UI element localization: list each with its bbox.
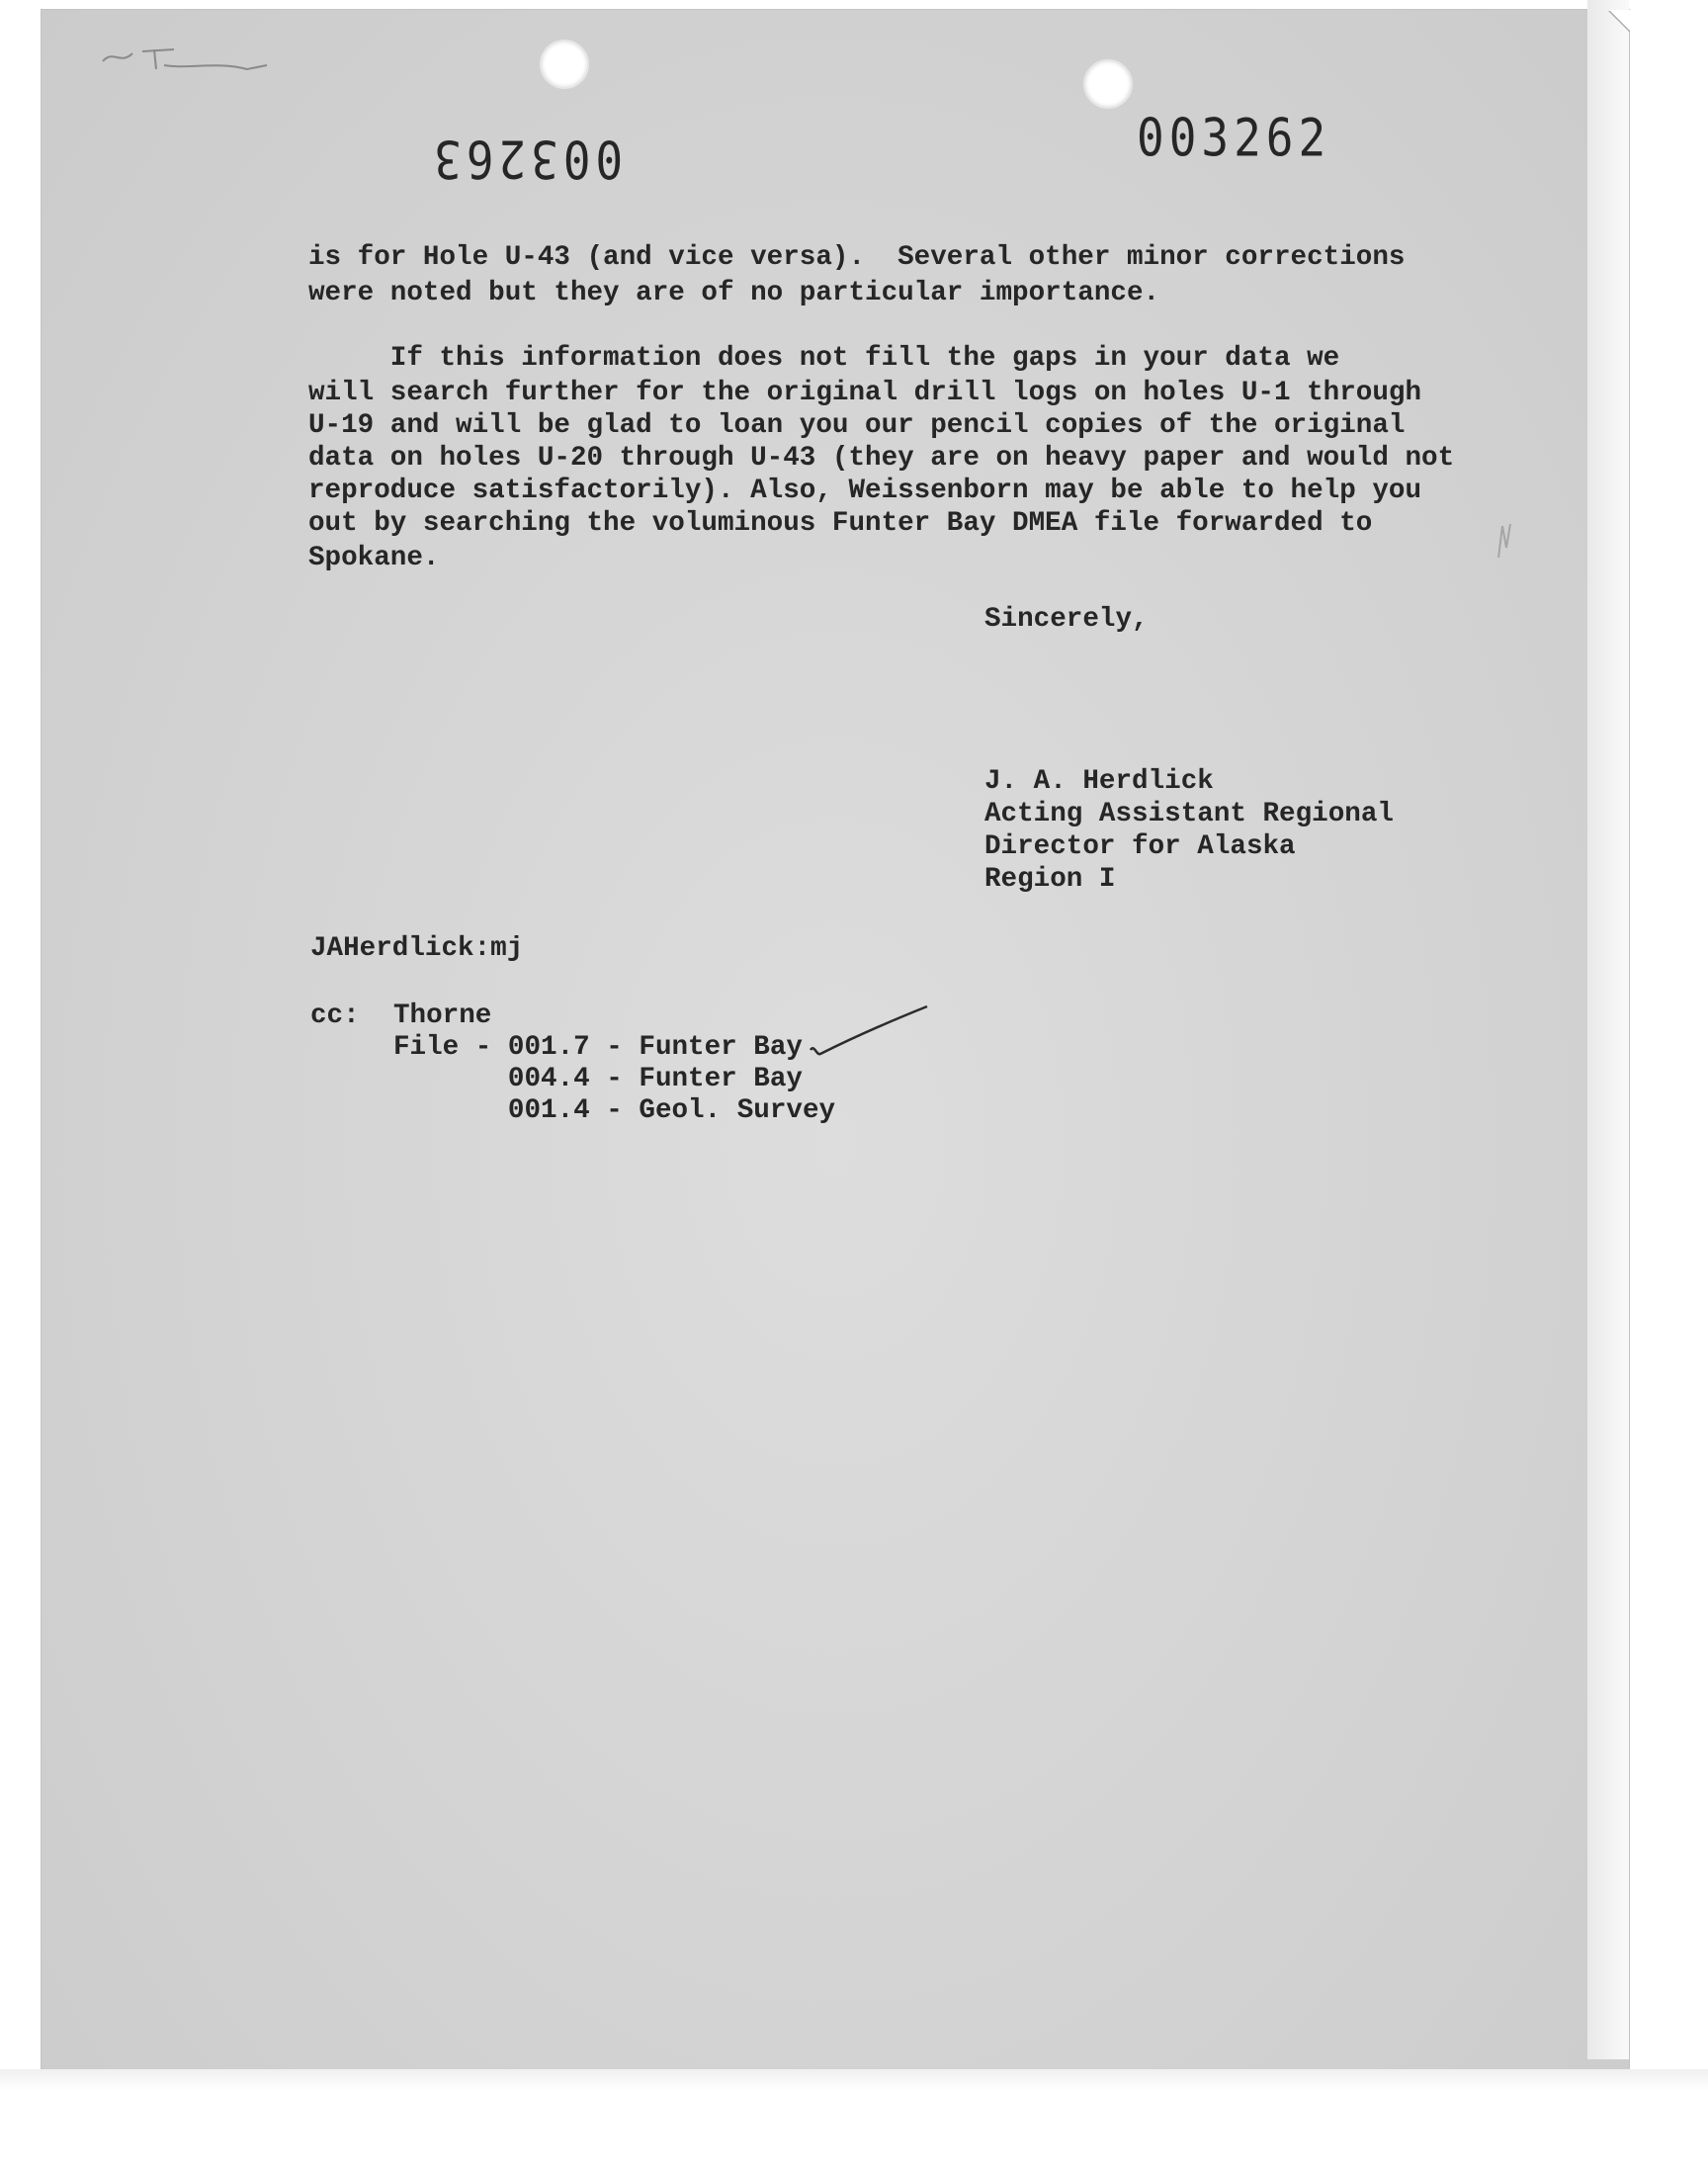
cc-label: cc: (310, 1000, 360, 1031)
handwritten-scribble (99, 40, 277, 79)
typist-initials: JAHerdlick:mj (310, 933, 524, 964)
margin-pencil-mark (1493, 518, 1516, 564)
body-line: If this information does not fill the gaps in your data we (308, 343, 1340, 374)
cc-file-entry: 004.4 - Funter Bay (393, 1064, 803, 1094)
signer-name: J. A. Herdlick (984, 766, 1214, 797)
page-edge-shadow (1587, 0, 1629, 2059)
scan-bottom-margin (0, 2069, 1708, 2091)
body-line: data on holes U-20 through U-43 (they are on heavy paper and would not (308, 443, 1455, 474)
punch-hole-right (1085, 61, 1131, 107)
letter-closing: Sincerely, (984, 604, 1149, 635)
signer-title: Director for Alaska (984, 831, 1296, 862)
page-number-stamp-inverted: 003263 (429, 128, 624, 191)
body-line: will search further for the original drill logs on holes U-1 through (308, 378, 1422, 408)
body-line: reproduce satisfactorily). Also, Weissenborn may be able to help you (308, 476, 1422, 506)
punch-hole-left (542, 42, 587, 87)
handwritten-check-mark (809, 1004, 931, 1060)
folded-corner (1609, 10, 1631, 32)
page-number-stamp: 003262 (1137, 106, 1331, 169)
body-line: U-19 and will be glad to loan you our pencil copies of the original (308, 410, 1406, 441)
body-line: were noted but they are of no particular importance. (308, 278, 1160, 308)
signer-title: Acting Assistant Regional (984, 799, 1394, 829)
body-line: Spokane. (308, 543, 440, 573)
cc-file-entry: File - 001.7 - Funter Bay (393, 1032, 803, 1063)
body-line: is for Hole U-43 (and vice versa). Several other minor corrections (308, 242, 1406, 273)
body-line: out by searching the voluminous Funter Bay DMEA file forwarded to (308, 508, 1373, 539)
cc-file-entry: 001.4 - Geol. Survey (393, 1095, 836, 1126)
cc-recipient: Thorne (393, 1000, 492, 1031)
signer-region: Region I (984, 864, 1116, 895)
